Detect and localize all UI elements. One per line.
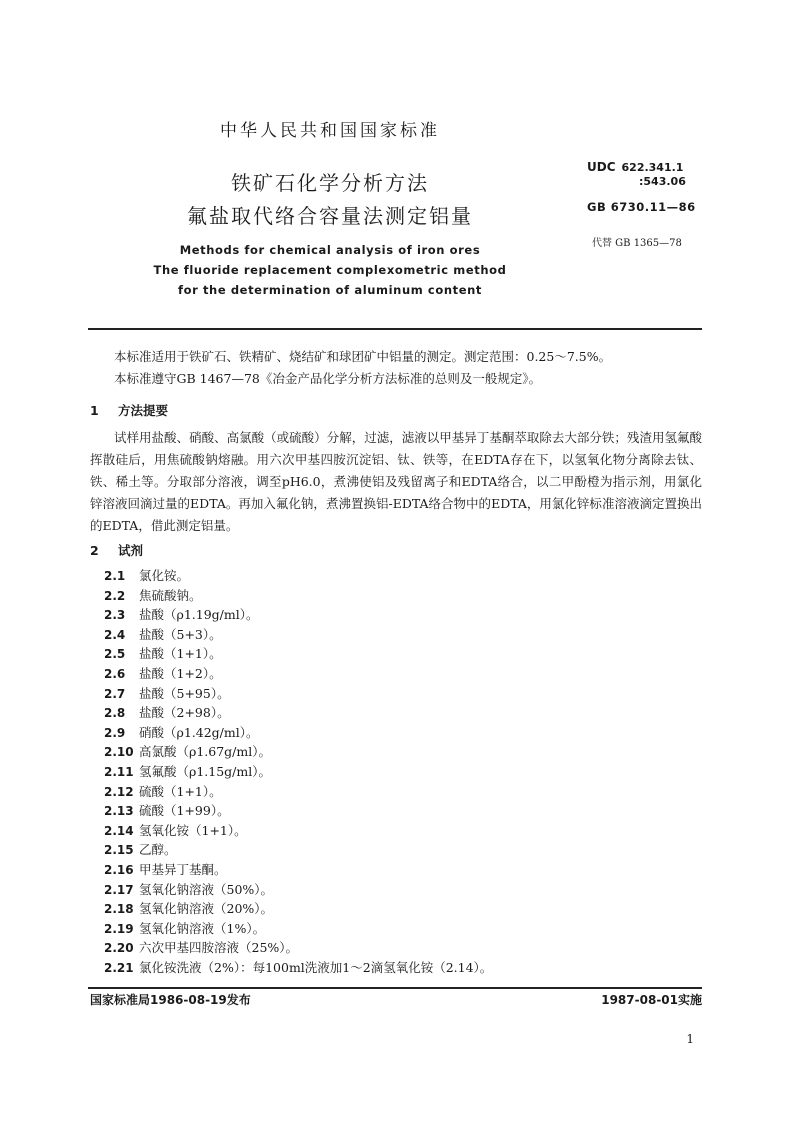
scope-paragraph-2: 本标准遵守GB 1467—78《冶金产品化学分析方法标准的总则及一般规定》。 bbox=[114, 371, 542, 386]
section-number: 1 bbox=[90, 403, 99, 418]
reagent-text: 硫酸（1+99）。 bbox=[139, 803, 230, 819]
reagent-text: 硝酸（ρ1.42g/ml）。 bbox=[139, 724, 259, 740]
reagent-text: 盐酸（1+1）。 bbox=[139, 646, 222, 662]
reagent-number: 2.17 bbox=[104, 882, 134, 897]
udc-code bbox=[587, 160, 686, 189]
gb-number: GB 6730.11—86 bbox=[587, 200, 696, 214]
reagent-number: 2.12 bbox=[104, 784, 134, 799]
reagent-item bbox=[104, 742, 492, 762]
reagent-item bbox=[104, 723, 492, 743]
reagent-item bbox=[104, 664, 492, 684]
reagent-number: 2.7 bbox=[104, 686, 126, 701]
reagent-item bbox=[104, 821, 492, 841]
reagent-item bbox=[104, 860, 492, 880]
header-org: 中华人民共和国国家标准 bbox=[220, 121, 440, 141]
reagent-item bbox=[104, 644, 492, 664]
reagent-number: 2.11 bbox=[104, 764, 134, 779]
reagent-item bbox=[104, 605, 492, 625]
issue-date: 国家标准局1986-08-19发布 bbox=[90, 993, 251, 1007]
reagent-number: 2.20 bbox=[104, 941, 134, 956]
reagent-item bbox=[104, 880, 492, 900]
title-en-line-1: Methods for chemical analysis of iron ores bbox=[179, 243, 481, 257]
reagent-item bbox=[104, 703, 492, 723]
reagent-number: 2.18 bbox=[104, 902, 134, 917]
reagent-number: 2.5 bbox=[104, 647, 126, 662]
reagent-number: 2.2 bbox=[104, 588, 126, 603]
reagent-text: 氢氧化钠溶液（50%）。 bbox=[139, 881, 274, 897]
page-number: 1 bbox=[686, 1032, 694, 1046]
reagent-item bbox=[104, 801, 492, 821]
udc-label: UDC bbox=[587, 160, 616, 174]
method-summary-paragraph: 试样用盐酸、硝酸、高氯酸（或硫酸）分解，过滤，滤液以甲基异丁基酮萃取除去大部分铁；残渣用氢氟酸挥散硅后，用焦硫酸钠熔融。用六次甲基四胺沉淀铝、钛、铁等，在EDTA存在下，以氢氧化物分离除去钛、铁、稀土等。分取部分溶液，调至pH6.0，煮沸使铝及残留离子和EDTA络合，以二甲酚橙为指示剂，用氯化锌溶液回滴过量的EDTA。再加入氟化钠，煮沸置换铝-EDTA络合物中的EDTA，用氯化锌标准溶液滴定置换出的EDTA，借此测定铝量。 bbox=[90, 430, 702, 533]
reagent-text: 硫酸（1+1）。 bbox=[139, 783, 222, 799]
reagent-list bbox=[104, 566, 492, 977]
reagent-number: 2.1 bbox=[104, 569, 126, 583]
scope-paragraph-1: 本标准适用于铁矿石、铁精矿、烧结矿和球团矿中铝量的测定。测定范围：0.25～7.5%。 bbox=[114, 349, 612, 364]
effective-date: 1987-08-01实施 bbox=[601, 993, 702, 1007]
reagent-item bbox=[104, 958, 492, 978]
reagent-item bbox=[104, 762, 492, 782]
reagent-text: 氢氧化钠溶液（1%）。 bbox=[139, 920, 266, 936]
header-divider bbox=[88, 328, 702, 330]
reagent-item bbox=[104, 586, 492, 606]
footer-divider bbox=[88, 987, 702, 989]
udc-line-2: :543.06 bbox=[639, 175, 686, 188]
reagent-number: 2.4 bbox=[104, 627, 126, 642]
reagent-number: 2.19 bbox=[104, 921, 134, 936]
reagent-text: 盐酸（5+3）。 bbox=[139, 626, 222, 642]
title-line-2: 氟盐取代络合容量法测定铝量 bbox=[187, 204, 473, 228]
reagent-text: 盐酸（1+2）。 bbox=[139, 665, 222, 681]
reagent-number: 2.3 bbox=[104, 608, 126, 623]
reagent-text: 氯化铵。 bbox=[139, 568, 190, 583]
reagent-text: 六次甲基四胺溶液（25%）。 bbox=[139, 940, 299, 956]
reagent-number: 2.14 bbox=[104, 823, 134, 838]
reagent-number: 2.16 bbox=[104, 862, 134, 877]
title-en-line-2: The fluoride replacement complexometric method bbox=[153, 263, 507, 277]
reagent-text: 氢氟酸（ρ1.15g/ml）。 bbox=[139, 763, 271, 779]
reagent-text: 焦硫酸钠。 bbox=[139, 587, 202, 603]
reagent-item bbox=[104, 919, 492, 939]
reagent-number: 2.15 bbox=[104, 843, 134, 858]
reagent-item bbox=[104, 566, 492, 586]
section-heading-2 bbox=[90, 541, 143, 559]
reagent-item bbox=[104, 782, 492, 802]
reagent-number: 2.6 bbox=[104, 666, 126, 681]
udc-line-1: 622.341.1 bbox=[621, 161, 684, 174]
reagent-number: 2.10 bbox=[104, 745, 134, 760]
reagent-item bbox=[104, 684, 492, 704]
section-heading-1 bbox=[90, 401, 168, 419]
reagent-number: 2.8 bbox=[104, 706, 126, 721]
reagent-text: 甲基异丁基酮。 bbox=[139, 861, 227, 877]
reagent-item bbox=[104, 840, 492, 860]
reagent-text: 盐酸（ρ1.19g/ml）。 bbox=[139, 607, 259, 623]
reagent-text: 盐酸（5+95）。 bbox=[139, 685, 230, 701]
reagent-text: 盐酸（2+98）。 bbox=[139, 705, 230, 721]
section-title: 试剂 bbox=[118, 543, 144, 558]
reagent-text: 乙醇。 bbox=[139, 842, 177, 858]
reagent-item bbox=[104, 625, 492, 645]
reagent-text: 氢氧化铵（1+1）。 bbox=[139, 822, 247, 838]
reagent-number: 2.21 bbox=[104, 960, 134, 975]
reagent-item bbox=[104, 899, 492, 919]
reagent-text: 氯化铵洗液（2%）：每100ml洗液加1～2滴氢氧化铵（2.14）。 bbox=[139, 959, 493, 975]
reagent-item bbox=[104, 938, 492, 958]
replaces-standard: 代替 GB 1365—78 bbox=[592, 238, 682, 249]
title-en-line-3: for the determination of aluminum content bbox=[177, 283, 483, 297]
section-number: 2 bbox=[90, 543, 99, 558]
reagent-text: 氢氧化钠溶液（20%）。 bbox=[139, 901, 274, 917]
reagent-text: 高氯酸（ρ1.67g/ml）。 bbox=[139, 744, 271, 760]
title-line-1: 铁矿石化学分析方法 bbox=[231, 171, 429, 195]
reagent-number: 2.9 bbox=[104, 725, 126, 740]
section-title: 方法提要 bbox=[118, 403, 169, 418]
reagent-number: 2.13 bbox=[104, 804, 134, 819]
